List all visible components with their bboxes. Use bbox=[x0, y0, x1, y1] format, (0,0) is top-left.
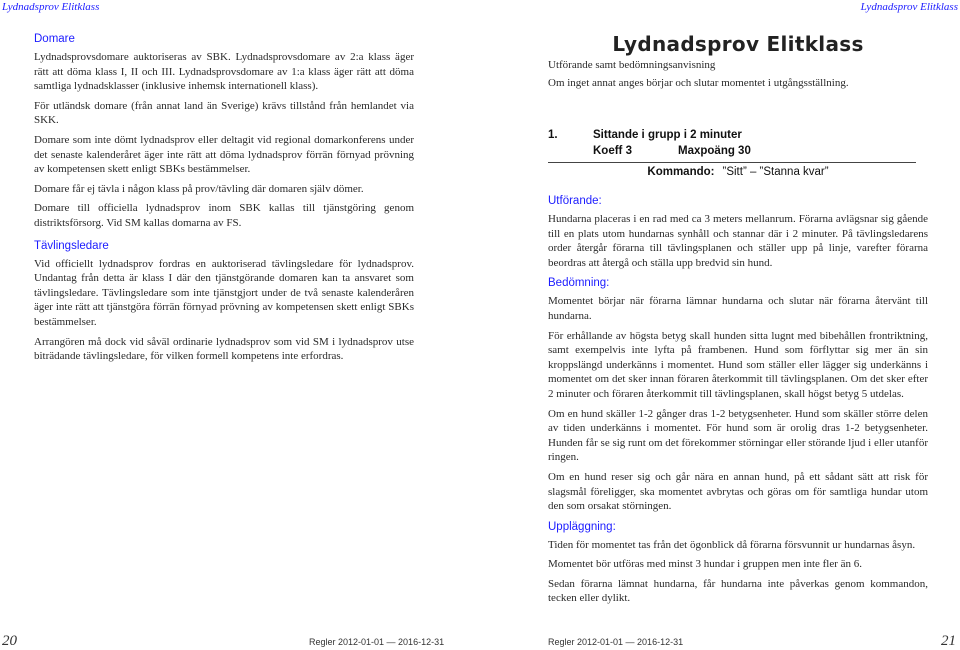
moment-number: 1. bbox=[548, 129, 558, 141]
divider-rule bbox=[548, 162, 916, 163]
paragraph: Sedan förarna lämnat hundarna, får hundarna inte påverkas genom kommandon, tecken eller dylikt. bbox=[548, 577, 928, 605]
document-intro: Om inget annat anges börjar och slutar momentet i utgångsställning. bbox=[548, 77, 849, 89]
paragraph: Arrangören må dock vid såväl ordinarie lydnadsprov som vid SM i lydnadsprov utse biträdande tävlingsledare, för vilken formell kompetens inte erfordras. bbox=[34, 335, 414, 363]
left-page bbox=[34, 32, 414, 369]
paragraph: Lydnadsprovsdomare auktoriseras av SBK. Lydnadsprovsdomare av 2:a klass äger rätt att döma klass I, II och III. Lydnadsprovsdomare av 1:a klass äger rätt att döma samtliga lydnadsklasser (inklusive inhemsk internationell klass). bbox=[34, 51, 414, 93]
document-title: Lydnadsprov Elitklass bbox=[612, 32, 864, 56]
running-head-right: Lydnadsprov Elitklass bbox=[860, 1, 958, 13]
paragraph: För utländsk domare (från annat land än Sverige) krävs tillstånd från hemlandet via SKK. bbox=[34, 99, 414, 127]
footer-left: Regler 2012-01-01 — 2016-12-31 bbox=[309, 637, 445, 647]
paragraph: Momentet börjar när förarna lämnar hundarna och slutar när förarna återvänt till hundarna. bbox=[548, 295, 928, 322]
running-head-left: Lydnadsprov Elitklass bbox=[2, 1, 100, 13]
paragraph: Domare till officiella lydnadsprov inom SBK kallas till tjänstgöring genom distriktsförsorg. Vid SM kallas domarna av FS. bbox=[34, 202, 414, 229]
page-number-right: 21 bbox=[941, 633, 956, 649]
moment-sections bbox=[548, 194, 928, 606]
moment-maxpoang: Maxpoäng 30 bbox=[678, 145, 751, 157]
paragraph: Om en hund reser sig och går nära en annan hund, på ett sådant sätt att risk för slagsmål föreligger, ska momentet avbrytas och göras om för samtliga hundar utom den som orsakat störningen. bbox=[548, 470, 928, 513]
document-subtitle: Utförande samt bedömningsanvisning bbox=[548, 59, 716, 71]
moment-name: Sittande i grupp i 2 minuter bbox=[593, 129, 742, 141]
page-number-left: 20 bbox=[2, 633, 17, 649]
paragraph: För erhållande av högsta betyg skall hunden sitta lugnt med bibehållen frontriktning, samt exempelvis inte lyfta på frambenen. Hund som förflyttar sig mer än sin kroppslängd underkänns i momentet. Hund som ställer eller lägger sig underkänns i momentet om det sker innan föraren återkommit till tävlingsplanen. Om det sker efter 2 minuter och föraren återkommit till tävlingsplanen, skall högst betyg 5 utdelas. bbox=[548, 329, 928, 400]
paragraph: Vid officiellt lydnadsprov fordras en auktoriserad tävlingsledare för lydnadsprov. Undantag från detta är klass I där den tjänstgörande domaren kan ta ansvaret som tävlingsledare. Tävlingsledare som inte tjänstgjort under de två senaste kalenderåren äger inte rätt att tjänstgöra förrän förnyad prövning av kompetensen skett enligt SBKs bestämmelser. bbox=[34, 257, 414, 328]
kommando-label: Kommando: bbox=[647, 166, 715, 178]
section-label: Bedömning: bbox=[548, 277, 610, 290]
section-label: Uppläggning: bbox=[548, 520, 616, 533]
section-label: Utförande: bbox=[548, 195, 602, 207]
paragraph: Domare får ej tävla i någon klass på prov/tävling där domaren själv dömer. bbox=[34, 182, 364, 195]
moment-header bbox=[548, 127, 928, 159]
kommando-text: ”Sitt” – ”Stanna kvar” bbox=[722, 166, 829, 178]
section-heading: Domare bbox=[34, 33, 75, 45]
paragraph: Tiden för momentet tas från det ögonblick då förarna försvunnit ur hundarnas åsyn. bbox=[548, 538, 916, 551]
footer-right: Regler 2012-01-01 — 2016-12-31 bbox=[548, 637, 684, 647]
paragraph: Domare som inte dömt lydnadsprov eller deltagit vid regional domarkonferens under det senaste kalenderåret äger inte rätt att döma lydnadsprov förrän förnyad prövning av kompetensen skett enligt SBKs bestämmelser. bbox=[34, 133, 414, 176]
moment-koeff: Koeff 3 bbox=[593, 145, 632, 157]
paragraph: Momentet bör utföras med minst 3 hundar i gruppen men inte fler än 6. bbox=[548, 558, 863, 571]
paragraph: Om en hund skäller 1-2 gånger dras 1-2 betygsenheter. Hund som skäller större delen av tiden underkänns i momentet. För hund som är orolig dras 1-2 betygsenheter. Hunden får se sig runt om det förekommer störningar eller störande ljud i eller utanför ringen. bbox=[548, 407, 928, 464]
right-page bbox=[548, 32, 928, 611]
kommando-line bbox=[548, 166, 928, 178]
paragraph: Hundarna placeras i en rad med ca 3 meters mellanrum. Förarna avlägsnar sig gående till en plats utom hundarnas synhåll och stannar där i 2 minuter. På tävlingsledarens order återgår förarna till tävlingsplanen och ställer upp på linje, varefter förarna beordras att återgå och ställa upp bredvid sin hund. bbox=[548, 213, 928, 269]
section-heading: Tävlingsledare bbox=[34, 239, 109, 252]
